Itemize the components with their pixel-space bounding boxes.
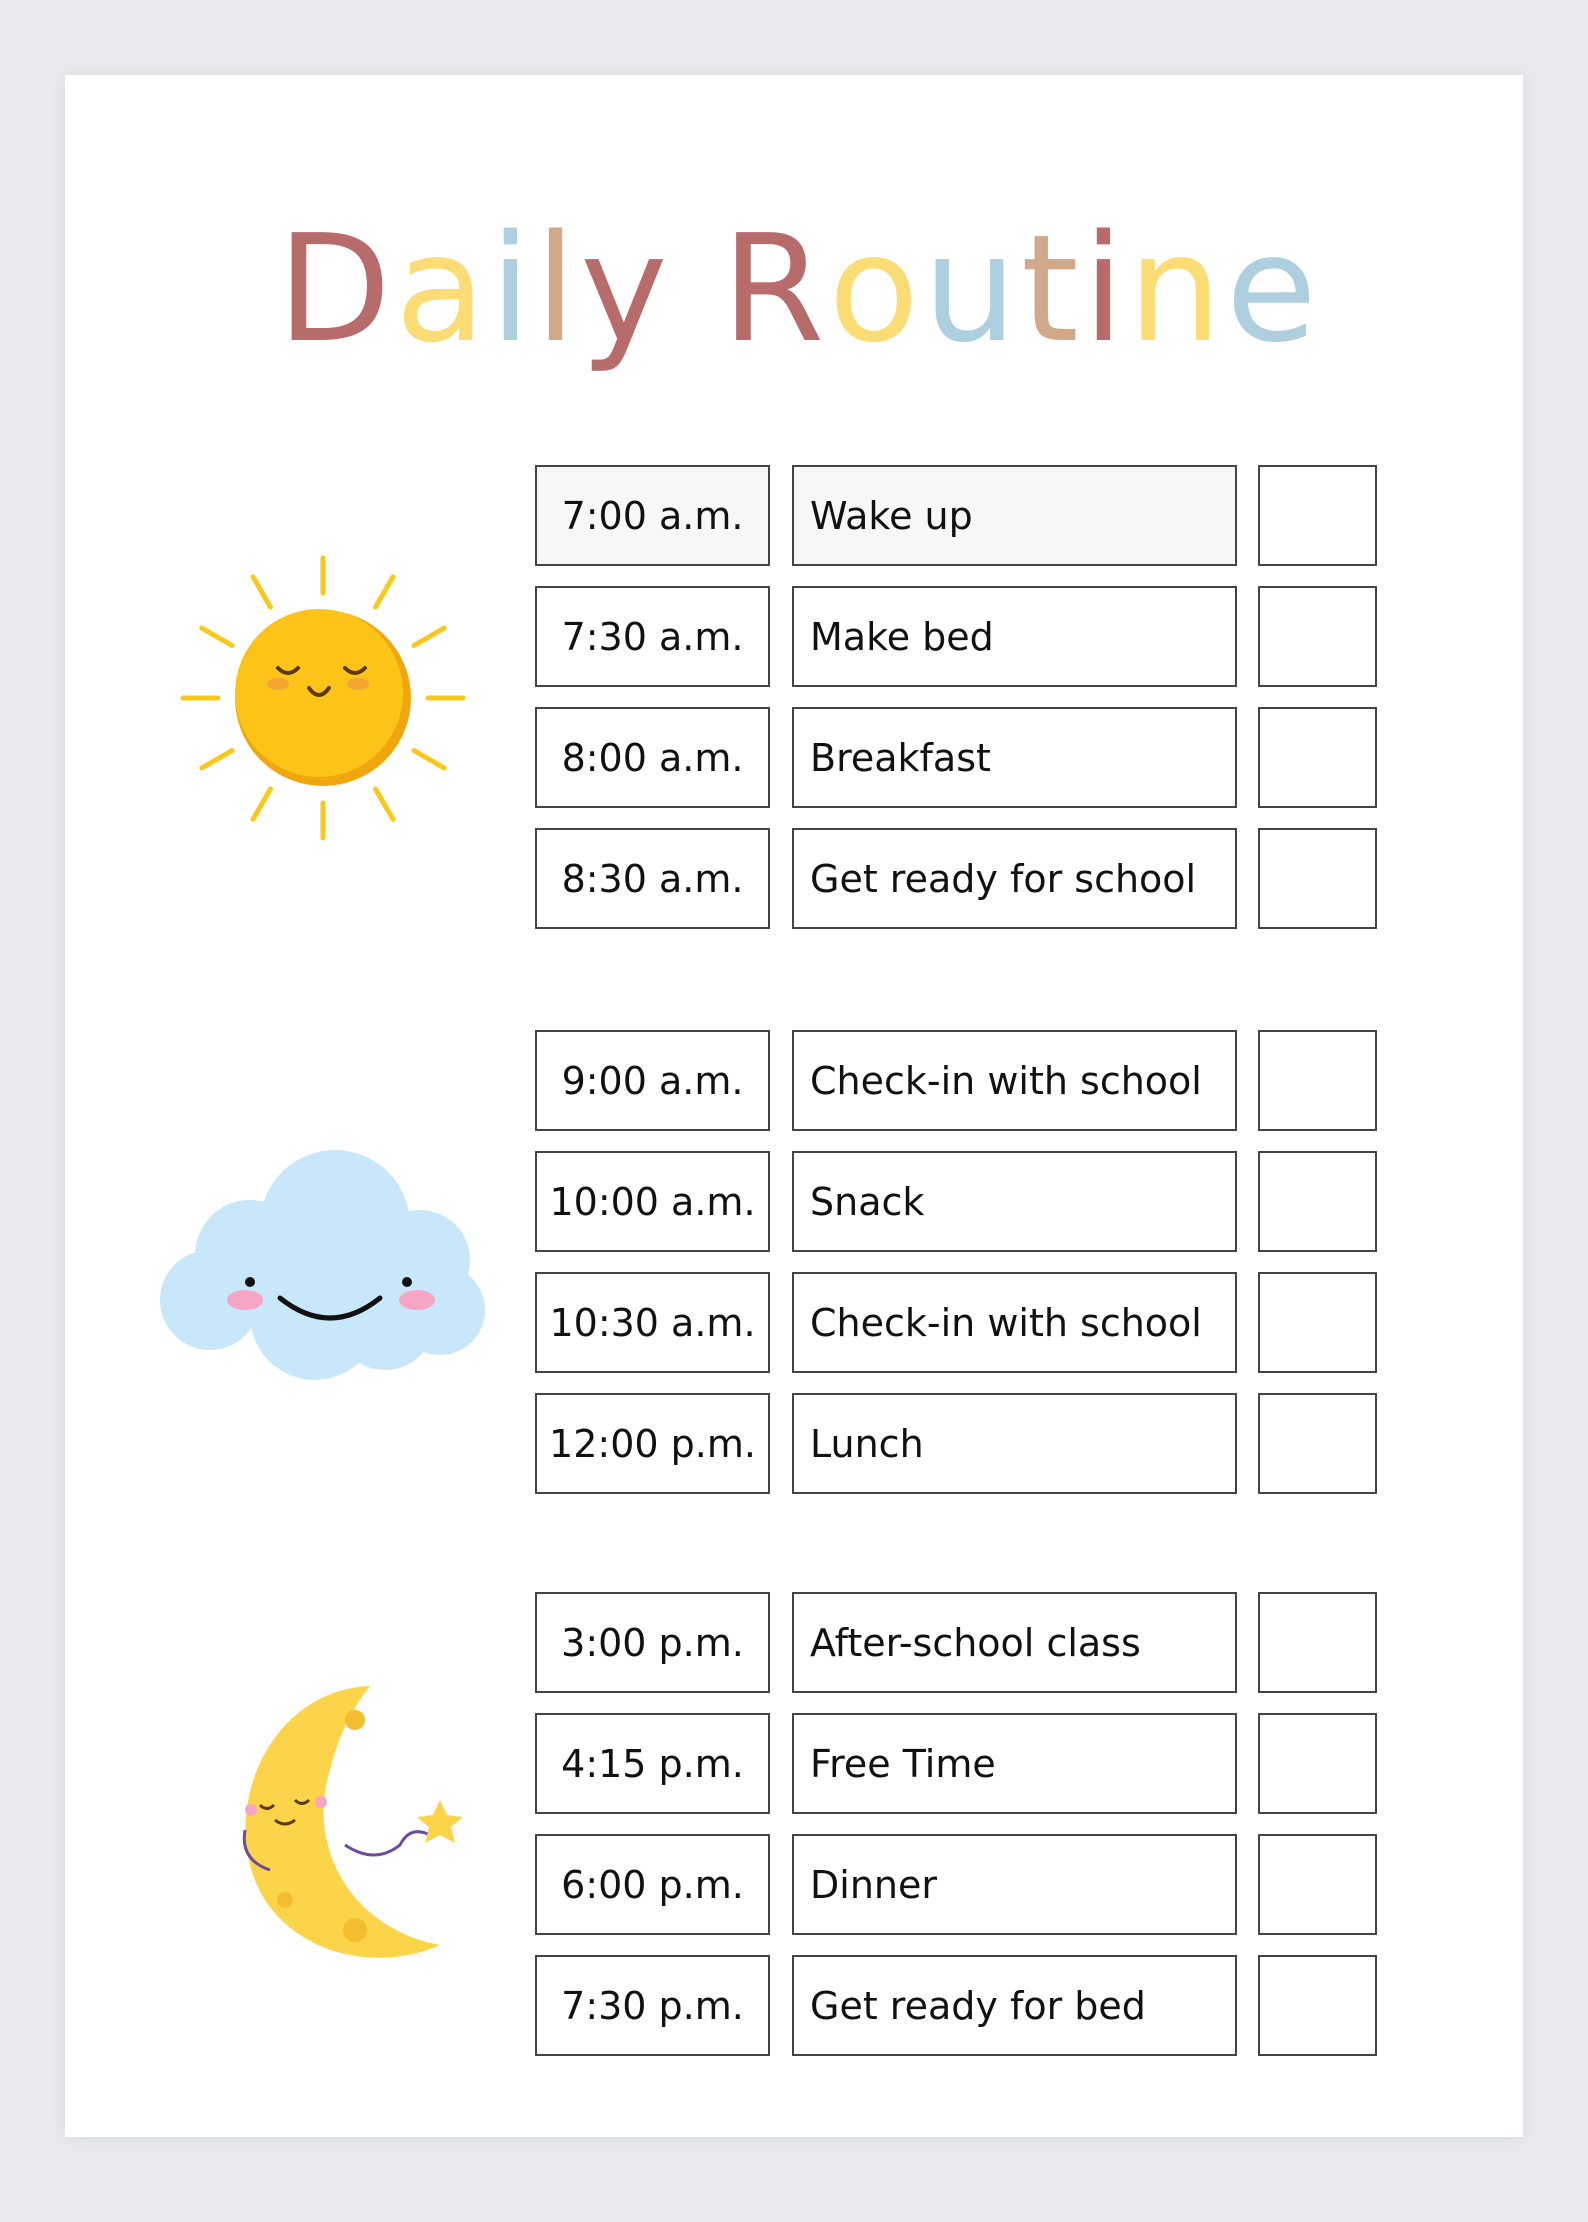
checkbox[interactable] (1258, 1955, 1377, 2056)
title-letter: l (534, 203, 581, 375)
time-cell: 3:00 p.m. (535, 1592, 770, 1693)
sun-ray (202, 628, 232, 646)
activity-cell: Breakfast (792, 707, 1237, 808)
title-letter: u (923, 203, 1021, 375)
checkbox[interactable] (1258, 828, 1377, 929)
moon-icon (225, 1680, 475, 1970)
title-letter: D (277, 203, 396, 375)
sun-ray (414, 751, 444, 769)
time-cell: 10:30 a.m. (535, 1272, 770, 1373)
title-letter: e (1225, 203, 1321, 375)
activity-cell: Snack (792, 1151, 1237, 1252)
time-cell: 8:00 a.m. (535, 707, 770, 808)
checkbox[interactable] (1258, 1393, 1377, 1494)
checkbox[interactable] (1258, 707, 1377, 808)
title-letter: i (489, 203, 535, 375)
sun-ray (202, 751, 232, 769)
time-cell: 7:00 a.m. (535, 465, 770, 566)
sun-ray (414, 628, 444, 646)
time-cell: 4:15 p.m. (535, 1713, 770, 1814)
activity-cell: Get ready for school (792, 828, 1237, 929)
sun-icon (173, 548, 473, 848)
activity-cell: Make bed (792, 586, 1237, 687)
title-letter: R (721, 203, 829, 375)
title-letter: a (395, 203, 490, 375)
checkbox[interactable] (1258, 1592, 1377, 1693)
page-title (0, 203, 1588, 375)
time-cell: 7:30 a.m. (535, 586, 770, 687)
checkbox[interactable] (1258, 1713, 1377, 1814)
checkbox[interactable] (1258, 1834, 1377, 1935)
title-letter: i (1082, 203, 1128, 375)
time-cell: 10:00 a.m. (535, 1151, 770, 1252)
sun-ray (253, 577, 271, 607)
activity-cell: After-school class (792, 1592, 1237, 1693)
title-letter: t (1020, 203, 1083, 375)
checkbox[interactable] (1258, 1151, 1377, 1252)
checkbox[interactable] (1258, 1030, 1377, 1131)
activity-cell: Lunch (792, 1393, 1237, 1494)
cloud-icon (155, 1140, 490, 1385)
time-cell: 8:30 a.m. (535, 828, 770, 929)
activity-cell: Check-in with school (792, 1272, 1237, 1373)
title-letter: o (828, 203, 924, 375)
time-cell: 6:00 p.m. (535, 1834, 770, 1935)
activity-cell: Free Time (792, 1713, 1237, 1814)
title-letter: n (1128, 203, 1226, 375)
checkbox[interactable] (1258, 586, 1377, 687)
activity-cell: Check-in with school (792, 1030, 1237, 1131)
time-cell: 9:00 a.m. (535, 1030, 770, 1131)
time-cell: 7:30 p.m. (535, 1955, 770, 2056)
sun-ray (253, 789, 271, 819)
activity-cell: Wake up (792, 465, 1237, 566)
title-letter: y (580, 203, 672, 375)
sun-ray (376, 789, 394, 819)
sun-ray (376, 577, 394, 607)
activity-cell: Dinner (792, 1834, 1237, 1935)
checkbox[interactable] (1258, 1272, 1377, 1373)
checkbox[interactable] (1258, 465, 1377, 566)
activity-cell: Get ready for bed (792, 1955, 1237, 2056)
time-cell: 12:00 p.m. (535, 1393, 770, 1494)
